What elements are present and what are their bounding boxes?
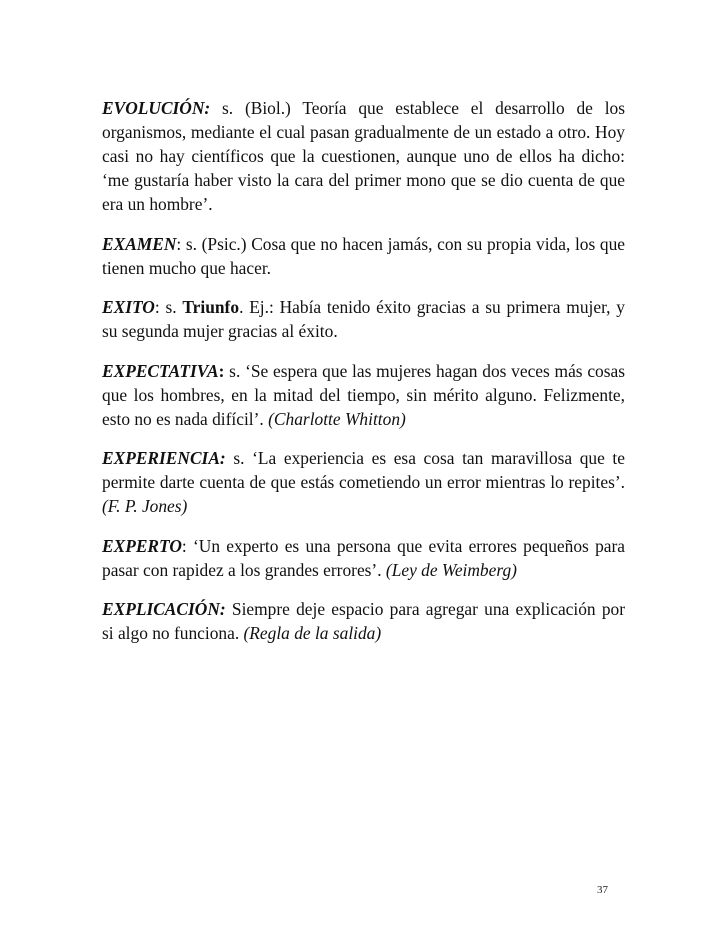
entry-term: EXAMEN (102, 233, 177, 254)
entry-expectativa (102, 359, 625, 431)
entry-source: (Ley de Weimberg) (385, 559, 517, 580)
entry-definition: . Ej.: Había tenido éxito gracias a su primera mujer, y su segunda mujer gracias al éxito. (102, 297, 625, 341)
entry-experiencia (102, 446, 625, 518)
entry-prefix: : s. (154, 297, 183, 317)
entry-term: EXPERTO (102, 535, 182, 556)
entry-bold-word: Triunfo (182, 297, 240, 317)
entry-evolucion (102, 96, 625, 216)
entry-explicacion (102, 597, 625, 645)
page-number: 37 (597, 884, 608, 896)
entry-colon: : (218, 360, 225, 381)
entry-source: (Regla de la salida) (243, 623, 382, 643)
entry-term: EXPECTATIVA (102, 360, 219, 381)
entry-definition: : ‘Un experto es una persona que evita errores pequeños para pasar con rapidez a los grandes errores’. (102, 535, 625, 580)
entry-source: (F. P. Jones) (102, 496, 188, 516)
entry-definition: s. ‘La experiencia es esa cosa tan maravillosa que te permite darte cuenta de que estás cometiendo un error mientras lo repites’. (102, 448, 625, 492)
entry-source: (Charlotte Whitton) (268, 408, 406, 429)
entry-definition: Siempre deje espacio para agregar una explicación por si algo no funciona. (102, 599, 625, 643)
entry-definition: s. (Biol.) Teoría que establece el desarrollo de los organismos, mediante el cual pasan gradualmente de un estado a otro. Hoy casi no hay científicos que la cuestionen, aunque uno de ellos ha dicho: ‘me gustaría haber visto la cara del primer mono que se dio cuenta de que era un hombre’. (102, 98, 625, 214)
glossary-entries (102, 96, 625, 661)
entry-definition: : s. (Psic.) Cosa que no hacen jamás, con su propia vida, los que tienen mucho que hacer. (102, 233, 625, 278)
entry-definition: s. ‘Se espera que las mujeres hagan dos veces más cosas que los hombres, en la mitad del tiempo, sin mérito alguno. Felizmente, esto no es nada difícil’. (102, 360, 625, 429)
entry-examen (102, 232, 625, 280)
entry-experto (102, 534, 625, 582)
entry-exito (102, 295, 625, 343)
entry-term: EXPLICACIÓN: (102, 599, 226, 619)
entry-term: EXITO (102, 297, 155, 317)
entry-term: EVOLUCIÓN: (102, 98, 211, 118)
entry-term: EXPERIENCIA: (102, 448, 226, 468)
